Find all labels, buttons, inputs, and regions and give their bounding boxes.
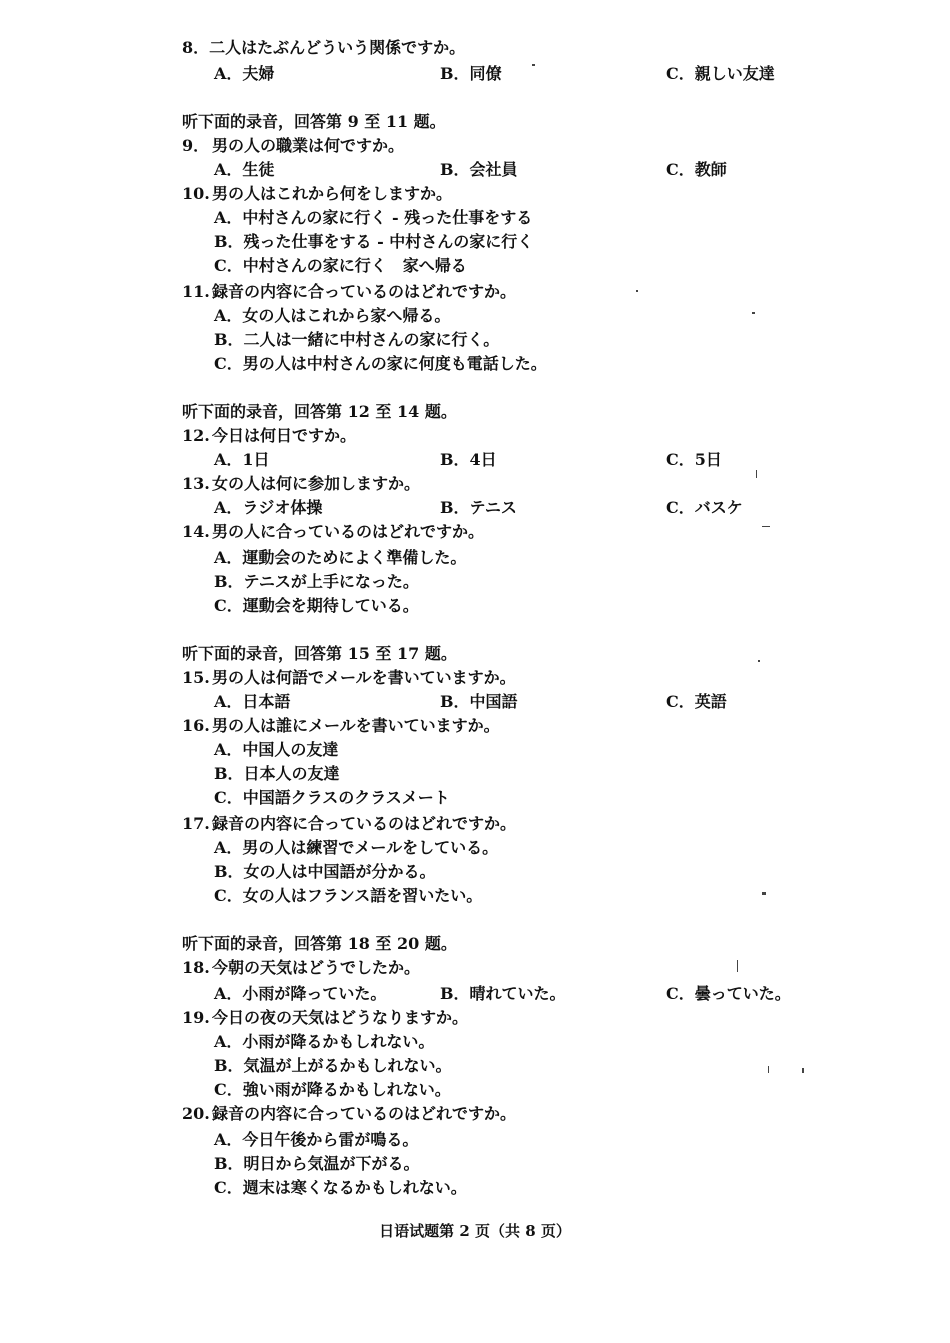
- question-11-option-c: [0, 352, 950, 376]
- page-footer: 日语试题第 2 页（共 8 页）: [379, 1222, 571, 1240]
- question-8-option-c: C．親しい友達: [666, 64, 775, 83]
- option-c: C．週末は寒くなるかもしれない。: [214, 1178, 467, 1197]
- option-a: A．生徒: [214, 160, 275, 179]
- question-11-option-b: [0, 328, 950, 352]
- option-c: C．英語: [666, 692, 727, 711]
- option-c: C．強い雨が降るかもしれない。: [214, 1080, 451, 1099]
- question-13-options: [0, 496, 950, 520]
- question-text: 今朝の天気はどうでしたか。: [212, 958, 421, 977]
- question-10-option-b: [0, 230, 950, 254]
- question-text: 男の人に合っているのはどれですか。: [212, 522, 485, 541]
- question-number: 17.: [182, 814, 210, 833]
- question-16-option-a: [0, 738, 950, 762]
- question-14-option-a: [0, 546, 950, 570]
- question-8-line: [0, 36, 950, 60]
- question-18: [0, 956, 950, 980]
- question-12-options: [0, 448, 950, 472]
- option-a: A．運動会のためによく準備した。: [214, 548, 467, 567]
- question-text: 録音の内容に合っているのはどれですか。: [212, 282, 517, 301]
- question-8-text: 8．二人はたぶんどういう関係ですか。: [182, 38, 466, 57]
- question-15-options: [0, 690, 950, 714]
- question-16-option-c: [0, 786, 950, 810]
- question-14-option-c: [0, 594, 950, 618]
- option-b: B．晴れていた。: [440, 984, 566, 1003]
- question-text: 今日は何日ですか。: [212, 426, 357, 445]
- question-number: 14.: [182, 522, 210, 541]
- option-a: A．小雨が降るかもしれない。: [214, 1032, 435, 1051]
- scan-speck: [737, 960, 738, 972]
- question-19-option-b: [0, 1054, 950, 1078]
- option-b: B．テニスが上手になった。: [214, 572, 419, 591]
- option-c: C．5日: [666, 450, 722, 469]
- question-text: 録音の内容に合っているのはどれですか。: [212, 1104, 517, 1123]
- question-number: 13.: [182, 474, 210, 493]
- question-text: 男の人の職業は何ですか。: [212, 136, 405, 155]
- question-14: [0, 520, 950, 544]
- option-a: A．中村さんの家に行く - 残った仕事をする: [214, 208, 533, 227]
- question-17-option-c: [0, 884, 950, 908]
- question-number: 20.: [182, 1104, 210, 1123]
- question-17-option-a: [0, 836, 950, 860]
- section-title-text: 听下面的录音，回答第 18 至 20 题。: [182, 934, 457, 953]
- option-b: B．残った仕事をする - 中村さんの家に行く: [214, 232, 534, 251]
- option-b: B．気温が上がるかもしれない。: [214, 1056, 452, 1075]
- question-19-option-a: [0, 1030, 950, 1054]
- scan-speck: [762, 892, 766, 895]
- question-text: 男の人はこれから何をしますか。: [212, 184, 453, 203]
- question-16-option-b: [0, 762, 950, 786]
- question-14-option-b: [0, 570, 950, 594]
- question-9: [0, 134, 950, 158]
- question-15: [0, 666, 950, 690]
- option-a: A．今日午後から雷が鳴る。: [214, 1130, 419, 1149]
- question-text: 女の人は何に参加しますか。: [212, 474, 421, 493]
- question-text: 録音の内容に合っているのはどれですか。: [212, 814, 517, 833]
- question-20-option-b: [0, 1152, 950, 1176]
- question-19: [0, 1006, 950, 1030]
- question-10: [0, 182, 950, 206]
- option-c: C．男の人は中村さんの家に何度も電話した。: [214, 354, 547, 373]
- option-a: A．日本語: [214, 692, 291, 711]
- scan-speck: [802, 1068, 804, 1073]
- option-b: B．日本人の友達: [214, 764, 340, 783]
- scan-speck: [752, 312, 755, 314]
- option-a: A．女の人はこれから家へ帰る。: [214, 306, 451, 325]
- question-number: 11.: [182, 282, 210, 301]
- scan-speck: [636, 290, 638, 292]
- question-17: [0, 812, 950, 836]
- option-c: C．運動会を期待している。: [214, 596, 419, 615]
- question-text: 男の人は誰にメールを書いていますか。: [212, 716, 500, 735]
- scan-speck: [758, 660, 760, 662]
- question-17-option-b: [0, 860, 950, 884]
- section-title-text: 听下面的录音，回答第 9 至 11 题。: [182, 112, 446, 131]
- option-a: A．小雨が降っていた。: [214, 984, 387, 1003]
- question-8-option-a: A．夫婦: [214, 64, 275, 83]
- question-text: 今日の夜の天気はどうなりますか。: [212, 1008, 469, 1027]
- question-13: [0, 472, 950, 496]
- question-number: 18.: [182, 958, 210, 977]
- option-a: A．ラジオ体操: [214, 498, 323, 517]
- option-c: C．女の人はフランス語を習いたい。: [214, 886, 483, 905]
- question-16: [0, 714, 950, 738]
- question-20-option-a: [0, 1128, 950, 1152]
- question-8-options: [0, 62, 950, 86]
- option-a: A．1日: [214, 450, 270, 469]
- scan-speck: [756, 470, 757, 478]
- option-a: A．男の人は練習でメールをしている。: [214, 838, 499, 857]
- option-b: B．女の人は中国語が分かる。: [214, 862, 436, 881]
- question-number: 9．: [182, 136, 210, 155]
- question-19-option-c: [0, 1078, 950, 1102]
- question-11-option-a: [0, 304, 950, 328]
- question-number: 16.: [182, 716, 210, 735]
- question-12: [0, 424, 950, 448]
- question-11: [0, 280, 950, 304]
- option-c: C．バスケ: [666, 498, 743, 517]
- scan-speck: [532, 64, 535, 66]
- section-title-9-11: [0, 110, 950, 134]
- question-10-option-c: [0, 254, 950, 278]
- question-20-option-c: [0, 1176, 950, 1200]
- option-b: B．テニス: [440, 498, 517, 517]
- option-c: C．教師: [666, 160, 727, 179]
- scan-speck: [762, 526, 770, 527]
- option-b: B．明日から気温が下がる。: [214, 1154, 420, 1173]
- question-number: 15.: [182, 668, 210, 687]
- scan-speck: [768, 1066, 769, 1073]
- section-title-18-20: [0, 932, 950, 956]
- option-b: B．会社員: [440, 160, 518, 179]
- section-title-text: 听下面的录音，回答第 12 至 14 题。: [182, 402, 457, 421]
- question-9-options: [0, 158, 950, 182]
- question-text: 男の人は何語でメールを書いていますか。: [212, 668, 516, 687]
- option-c: C．中国語クラスのクラスメート: [214, 788, 450, 807]
- option-a: A．中国人の友達: [214, 740, 339, 759]
- section-title-15-17: [0, 642, 950, 666]
- question-number: 12.: [182, 426, 210, 445]
- option-b: B．二人は一緒に中村さんの家に行く。: [214, 330, 500, 349]
- question-20: [0, 1102, 950, 1126]
- question-18-options: [0, 982, 950, 1006]
- option-b: B．4日: [440, 450, 497, 469]
- option-b: B．中国語: [440, 692, 518, 711]
- section-title-12-14: [0, 400, 950, 424]
- question-number: 19.: [182, 1008, 210, 1027]
- section-title-text: 听下面的录音，回答第 15 至 17 题。: [182, 644, 457, 663]
- question-number: 10.: [182, 184, 210, 203]
- question-8-option-b: B．同僚: [440, 64, 502, 83]
- question-10-option-a: [0, 206, 950, 230]
- option-c: C．曇っていた。: [666, 984, 791, 1003]
- option-c: C．中村さんの家に行く 家へ帰る: [214, 256, 467, 275]
